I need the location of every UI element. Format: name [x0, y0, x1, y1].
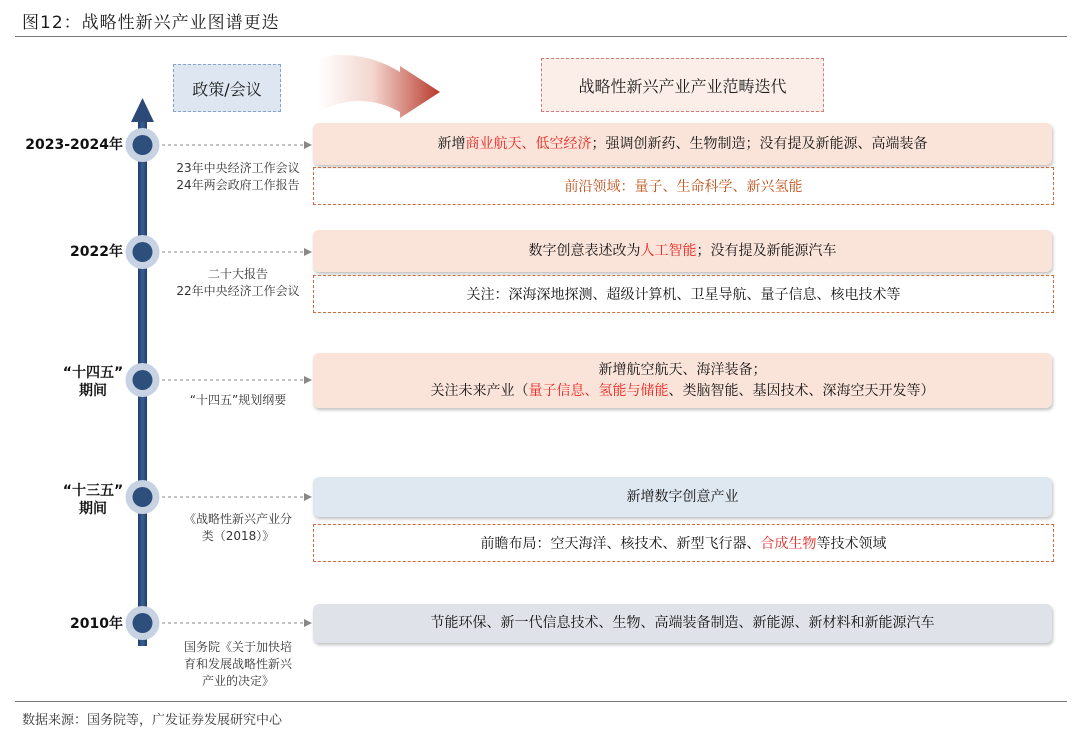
box-highlight: 人工智能: [640, 242, 697, 259]
year-label-2023-2024: 2023-2024年: [25, 137, 123, 153]
iteration-box-14th-fyp: [313, 353, 1052, 408]
focus-box-2022: [313, 275, 1054, 313]
box-text: ；强调创新药、生物制造；没有提及新能源、高端装备: [591, 135, 928, 152]
box-text: 、类脑智能、基因技术、深海空天开发等）: [668, 382, 935, 399]
box-text: 关注：深海深地探测、超级计算机、卫星导航、量子信息、核电技术等: [466, 287, 901, 303]
year-line: “十三五”: [62, 483, 124, 499]
figure-title: 图12：战略性新兴产业图谱更迭: [22, 13, 280, 33]
iteration-box-2010: [313, 604, 1052, 643]
year-label-13th-fyp: [48, 482, 138, 518]
footer-divider: [15, 701, 1067, 702]
policy-line: “十四五”规划纲要: [189, 393, 287, 407]
box-text: ；没有提及新能源汽车: [696, 242, 837, 259]
box-text: 关注未来产业（: [430, 382, 529, 399]
year-line: “十四五”: [62, 365, 124, 381]
iteration-box-13th-fyp: [313, 477, 1052, 517]
policy-line: 《战略性新兴产业分: [183, 512, 292, 526]
box-highlight: 量子信息、氢能与储能: [528, 382, 669, 399]
policy-text-2022: [157, 266, 319, 300]
box-text: 前瞻布局：空天海洋、核技术、新型飞行器、: [480, 536, 761, 552]
policy-line: 22年中央经济工作会议: [176, 284, 300, 298]
policy-line: 23年中央经济工作会议: [176, 161, 300, 175]
year-label-2022: 2022年: [70, 244, 123, 260]
policy-line: 育和发展战略性新兴: [183, 657, 292, 671]
box-highlight: 前沿领域：量子、生命科学、新兴氢能: [564, 179, 803, 195]
box-text: 等技术领域: [816, 536, 887, 552]
policy-text-2010: [157, 639, 319, 690]
year-label-14th-fyp: [48, 364, 138, 400]
timeline-arrowhead: [131, 98, 154, 122]
box-text: 数字创意表述改为: [528, 242, 641, 259]
policy-text-14th-fyp: [157, 392, 319, 409]
policy-line: 国务院《关于加快培: [183, 640, 292, 654]
policy-text-13th-fyp: [157, 511, 319, 545]
year-label-2010: 2010年: [70, 616, 123, 632]
year-line: 期间: [79, 501, 107, 517]
policy-line: 24年两会政府工作报告: [176, 178, 300, 192]
policy-line: 产业的决定》: [201, 674, 274, 688]
policy-line: 类（2018）》: [201, 529, 275, 543]
frontier-box-2023-2024: [313, 167, 1054, 205]
policy-column-header: 政策/会议: [173, 64, 281, 112]
iteration-column-header: 战略性新兴产业产业范畴迭代: [541, 58, 824, 112]
connector-lines: [156, 145, 304, 623]
source-note: 数据来源：国务院等，广发证券发展研究中心: [22, 713, 283, 728]
policy-line: 二十大报告: [207, 267, 268, 281]
box-highlight: 合成生物: [760, 536, 817, 552]
policy-text-2023-2024: [157, 160, 319, 194]
box-text: 新增: [437, 135, 466, 152]
box-text: 节能环保、新一代信息技术、生物、高端装备制造、新能源、新材料和新能源汽车: [430, 615, 935, 631]
box-highlight: 商业航天、低空经济: [465, 135, 592, 152]
box-text: 新增数字创意产业: [626, 488, 739, 505]
year-line: 期间: [79, 383, 107, 399]
big-arrow-shape: [318, 55, 440, 118]
iteration-box-2022: [313, 230, 1052, 272]
box-text: 新增航空航天、海洋装备；: [598, 361, 767, 378]
iteration-box-2023-2024: [313, 123, 1052, 165]
connector-arrowheads: [304, 141, 312, 627]
foresight-box-13th-fyp: [313, 524, 1054, 562]
